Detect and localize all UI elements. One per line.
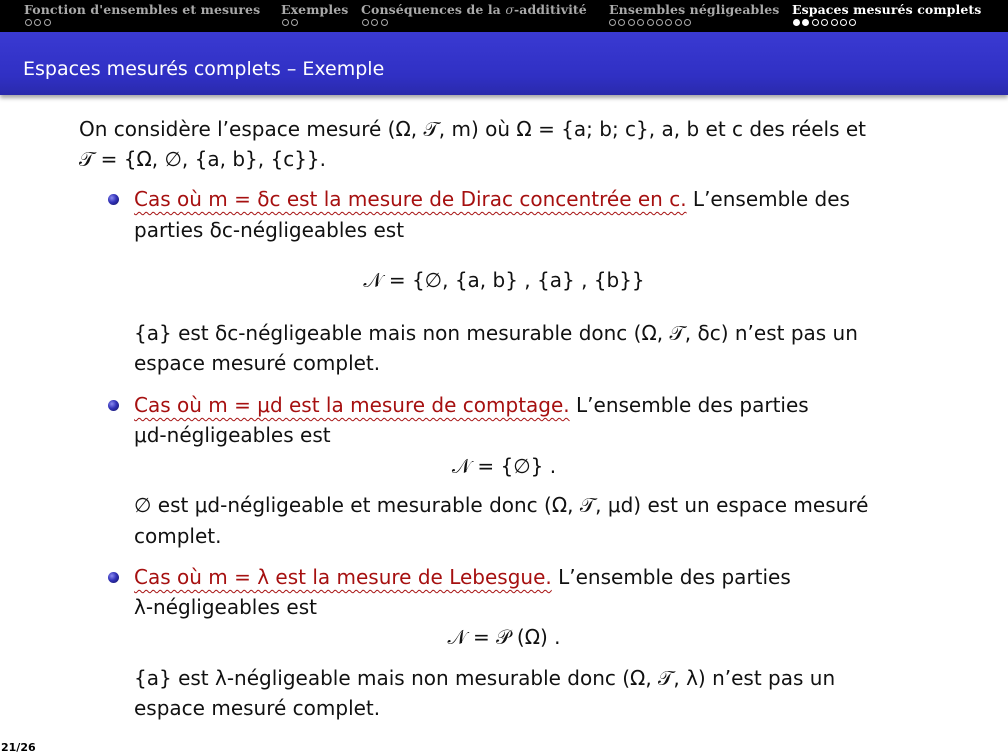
nav-progress-dot[interactable] [849,19,856,26]
nav-dots-fonction[interactable] [25,19,53,29]
case-lebesgue-line-2: λ-négligeables est [134,595,317,619]
bullet-icon [108,400,119,411]
frame-title: Espaces mesurés complets – Exemple [23,58,385,80]
case-dirac-conclusion-2: espace mesuré complet. [134,351,381,375]
case-comptage-title: Cas où m = μd est la mesure de comptage. [134,393,570,417]
nav-progress-dot[interactable] [821,19,828,26]
case-dirac-title: Cas où m = δc est la mesure de Dirac concentrée en c. [134,187,687,211]
nav-progress-dot[interactable] [675,19,682,26]
nav-progress-dot[interactable] [25,19,32,26]
case-lebesgue-conclusion-2: espace mesuré complet. [134,696,381,720]
nav-section-negligeables[interactable]: Ensembles négligeables [609,2,780,17]
nav-progress-dot[interactable] [647,19,654,26]
nav-progress-dot[interactable] [840,19,847,26]
nav-progress-dot[interactable] [831,19,838,26]
nav-progress-dot[interactable] [618,19,625,26]
nav-progress-dot[interactable] [802,19,809,26]
nav-progress-dot[interactable] [34,19,41,26]
nav-progress-dot[interactable] [665,19,672,26]
nav-section-espaces-complets[interactable]: Espaces mesurés complets [792,2,982,17]
navigation-bar [0,0,1008,32]
nav-section-consequences[interactable] [361,2,587,17]
nav-section-exemples[interactable]: Exemples [281,2,349,17]
case-lebesgue-title: Cas où m = λ est la mesure de Lebesgue. [134,565,552,589]
case-comptage-heading-rest: L’ensemble des parties [569,393,809,417]
nav-dots-consequences[interactable] [362,19,390,29]
nav-dots-exemples[interactable] [282,19,301,29]
intro-line-1: On considère l’espace mesuré (Ω, 𝒯, m) où Ω = {a; b; c}, a, b et c des réels et [79,117,867,141]
nav-dots-negligeables[interactable] [609,19,694,29]
case-dirac-conclusion-1: {a} est δc-négligeable mais non mesurable donc (Ω, 𝒯, δc) n’est pas un [134,321,858,345]
case-comptage-heading [134,393,809,417]
case-lebesgue-heading-rest: L’ensemble des parties [551,565,791,589]
intro-line-2: 𝒯 = {Ω, ∅, {a, b}, {c}}. [79,147,327,171]
frame-title-bar [0,32,1008,95]
nav-progress-dot[interactable] [637,19,644,26]
case-comptage-formula: 𝒩 = {∅} . [451,454,557,478]
case-lebesgue-formula: 𝒩 = 𝒫 (Ω) . [447,625,561,649]
nav-dots-espaces-complets[interactable] [793,19,859,29]
nav-progress-dot[interactable] [684,19,691,26]
case-lebesgue-conclusion-1: {a} est λ-négligeable mais non mesurable donc (Ω, 𝒯, λ) n’est pas un [134,666,836,690]
nav-section-fonction[interactable]: Fonction d'ensembles et mesures [24,2,261,17]
nav-progress-dot[interactable] [609,19,616,26]
bullet-icon [108,572,119,583]
nav-progress-dot[interactable] [362,19,369,26]
case-comptage-line-2: μd-négligeables est [134,423,331,447]
nav-progress-dot[interactable] [44,19,51,26]
nav-progress-dot[interactable] [381,19,388,26]
case-dirac-heading-rest: L’ensemble des [686,187,850,211]
nav-progress-dot[interactable] [628,19,635,26]
nav-progress-dot[interactable] [291,19,298,26]
bullet-icon [108,194,119,205]
nav-section-consequences-prefix: Conséquences de la [361,2,506,17]
nav-progress-dot[interactable] [793,19,800,26]
sigma-symbol: σ [505,2,514,17]
case-dirac-heading [134,187,850,211]
case-comptage-conclusion-2: complet. [134,524,222,548]
nav-progress-dot[interactable] [371,19,378,26]
case-dirac-line-2: parties δc-négligeables est [134,218,405,242]
page-number: 21/26 [1,741,36,754]
nav-progress-dot[interactable] [282,19,289,26]
nav-progress-dot[interactable] [656,19,663,26]
case-dirac-formula: 𝒩 = {∅, {a, b} , {a} , {b}} [363,268,645,292]
case-lebesgue-heading [134,565,791,589]
nav-progress-dot[interactable] [812,19,819,26]
case-comptage-conclusion-1: ∅ est μd-négligeable et mesurable donc (Ω, 𝒯, μd) est un espace mesuré [134,493,869,517]
nav-section-consequences-suffix: -additivité [513,2,587,17]
